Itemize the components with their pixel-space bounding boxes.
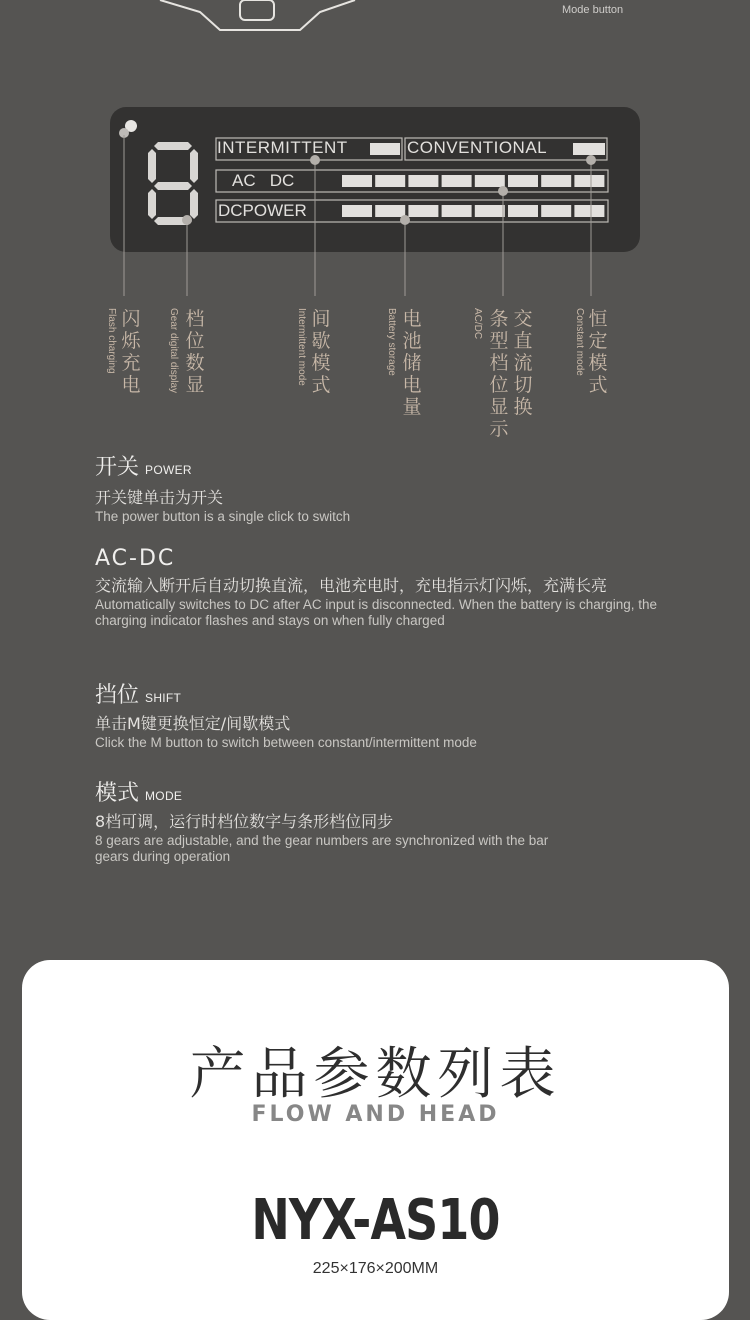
lcd-intermittent-label: INTERMITTENT bbox=[217, 138, 348, 157]
lcd-display-graphic bbox=[110, 107, 640, 252]
lcd-dcpower-label: DCPOWER bbox=[218, 201, 307, 220]
callout-constant-mode: 恒定模式 bbox=[588, 308, 608, 396]
section-power-cn: 开关键单击为开关 bbox=[95, 488, 224, 507]
lcd-bar-segment bbox=[574, 205, 604, 217]
callout-acdc-en: AC/DC bbox=[472, 308, 483, 340]
callout-battery-storage-en: Battery storage bbox=[386, 308, 397, 376]
section-mode bbox=[95, 776, 675, 865]
lcd-bar-segment bbox=[442, 175, 472, 187]
lcd-bar-segment bbox=[375, 205, 405, 217]
lcd-bar-segment bbox=[541, 175, 571, 187]
lcd-display-panel bbox=[110, 107, 640, 252]
lcd-bar-segment bbox=[442, 205, 472, 217]
section-power bbox=[95, 450, 675, 525]
callout-intermittent-mode-en: Intermittent mode bbox=[296, 308, 307, 386]
section-shift-cn: 单击M键更换恒定/间歇模式 bbox=[95, 714, 291, 733]
lcd-bar-segment bbox=[408, 205, 438, 217]
lcd-bar-segment bbox=[508, 175, 538, 187]
callout-flash-charging: 闪烁充电 bbox=[121, 308, 141, 396]
section-mode-title: 模式 MODE bbox=[95, 781, 183, 806]
callout-constant-mode-en: Constant mode bbox=[574, 308, 585, 376]
callout-gear-display: 档位数显 bbox=[185, 308, 205, 396]
spec-card-title: 产品参数列表 bbox=[189, 1042, 562, 1107]
gear-digit-8 bbox=[148, 142, 198, 225]
section-shift-title: 挡位 SHIFT bbox=[95, 683, 182, 708]
product-spec-card bbox=[22, 960, 729, 1320]
section-shift-en: Click the M button to switch between constant/intermittent mode bbox=[95, 735, 477, 750]
lcd-acdc-label: AC DC bbox=[232, 171, 295, 190]
section-acdc-cn: 交流输入断开后自动切换直流，电池充电时，充电指示灯闪烁，充满长亮 bbox=[95, 576, 608, 595]
callout-bar-gear-display: 条型档位显示 bbox=[489, 308, 509, 440]
lcd-bar-segment bbox=[574, 175, 604, 187]
callout-intermittent-mode: 间歇模式 bbox=[311, 308, 331, 396]
section-mode-cn: 8档可调，运行时档位数字与条形档位同步 bbox=[95, 812, 394, 831]
section-mode-en: 8 gears are adjustable, and the gear numbers are synchronized with the bar gears during operation bbox=[95, 833, 549, 864]
lcd-bar-segment bbox=[541, 205, 571, 217]
callout-gear-display-en: Gear digital display bbox=[168, 308, 179, 394]
callout-flash-charging-en: Flash charging bbox=[106, 308, 117, 374]
section-acdc bbox=[95, 546, 675, 629]
device-outline-graphic bbox=[0, 0, 750, 40]
lcd-bar-segment bbox=[342, 175, 372, 187]
lcd-bar-segment bbox=[408, 175, 438, 187]
lcd-bar-segment bbox=[475, 175, 505, 187]
lcd-bar-segment bbox=[508, 205, 538, 217]
lcd-conventional-label: CONVENTIONAL bbox=[407, 138, 548, 157]
section-power-title: 开关 POWER bbox=[95, 455, 192, 480]
mode-button-label: Mode button bbox=[562, 4, 624, 16]
section-acdc-title: AC-DC bbox=[95, 546, 176, 571]
callout-battery-storage: 电池储电量 bbox=[402, 308, 422, 418]
spec-card-subtitle: FLOW AND HEAD bbox=[251, 1102, 500, 1127]
callout-acdc-switch: 交直流切换 bbox=[513, 308, 533, 418]
lcd-bar-segment bbox=[475, 205, 505, 217]
lcd-bar-segment bbox=[342, 205, 372, 217]
section-power-en: The power button is a single click to switch bbox=[95, 509, 351, 524]
section-shift bbox=[95, 678, 675, 751]
lcd-bar-segment bbox=[375, 175, 405, 187]
section-acdc-en: Automatically switches to DC after AC input is disconnected. When the battery is charging, the charging indicator flashes and stays on when fully charged bbox=[95, 597, 658, 628]
callout-lines bbox=[110, 252, 640, 302]
model-dimensions: 225×176×200MM bbox=[312, 1260, 439, 1277]
model-name: NYX-AS10 bbox=[251, 1188, 500, 1253]
